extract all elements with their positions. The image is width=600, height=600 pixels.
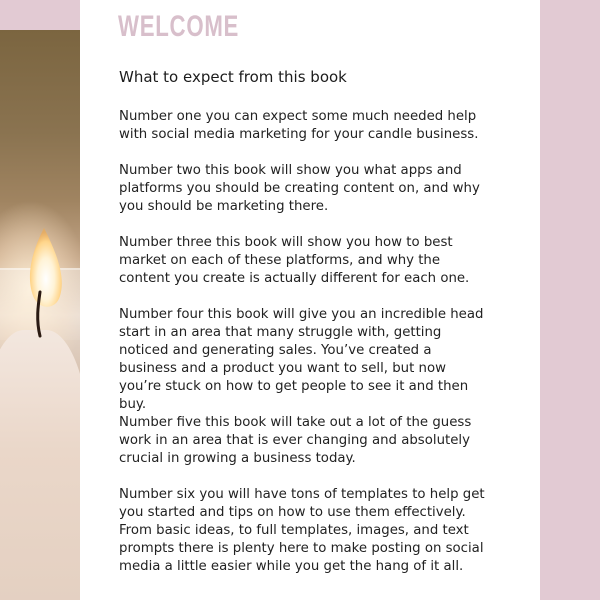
paragraph-number-two: Number two this book will show you what apps and platforms you should be creating content on, and why you should be marketing there. <box>119 163 480 214</box>
paragraph-number-six: Number six you will have tons of templates to help get you started and tips on how to use them effectively. From basic ideas, to full templates, images, and text prompts there is plenty here to make posting on social media a little easier while you get the hang of it all. <box>119 487 485 574</box>
candle-photo <box>0 30 80 600</box>
candle-flame-icon <box>0 30 80 600</box>
page-title: WELCOME <box>118 10 240 43</box>
paragraph-number-four: Number four this book will give you an incredible head start in an area that many struggle with, getting noticed and generating sales. You’ve created a business and a product you want to sell, but now you’re stuck on how to get people to see it and then buy. <box>119 307 484 412</box>
decorative-pink-block-top-left <box>0 0 80 30</box>
page-content <box>80 0 540 600</box>
page-subtitle: What to expect from this book <box>119 68 347 86</box>
decorative-pink-block-right <box>540 0 600 600</box>
paragraph-number-one: Number one you can expect some much needed help with social media marketing for your candle business. <box>119 109 479 142</box>
paragraph-number-three: Number three this book will show you how to best market on each of these platforms, and why the content you create is actually different for each one. <box>119 235 470 286</box>
paragraph-number-five: Number five this book will take out a lot of the guess work in an area that is ever changing and absolutely crucial in growing a business today. <box>119 415 472 466</box>
